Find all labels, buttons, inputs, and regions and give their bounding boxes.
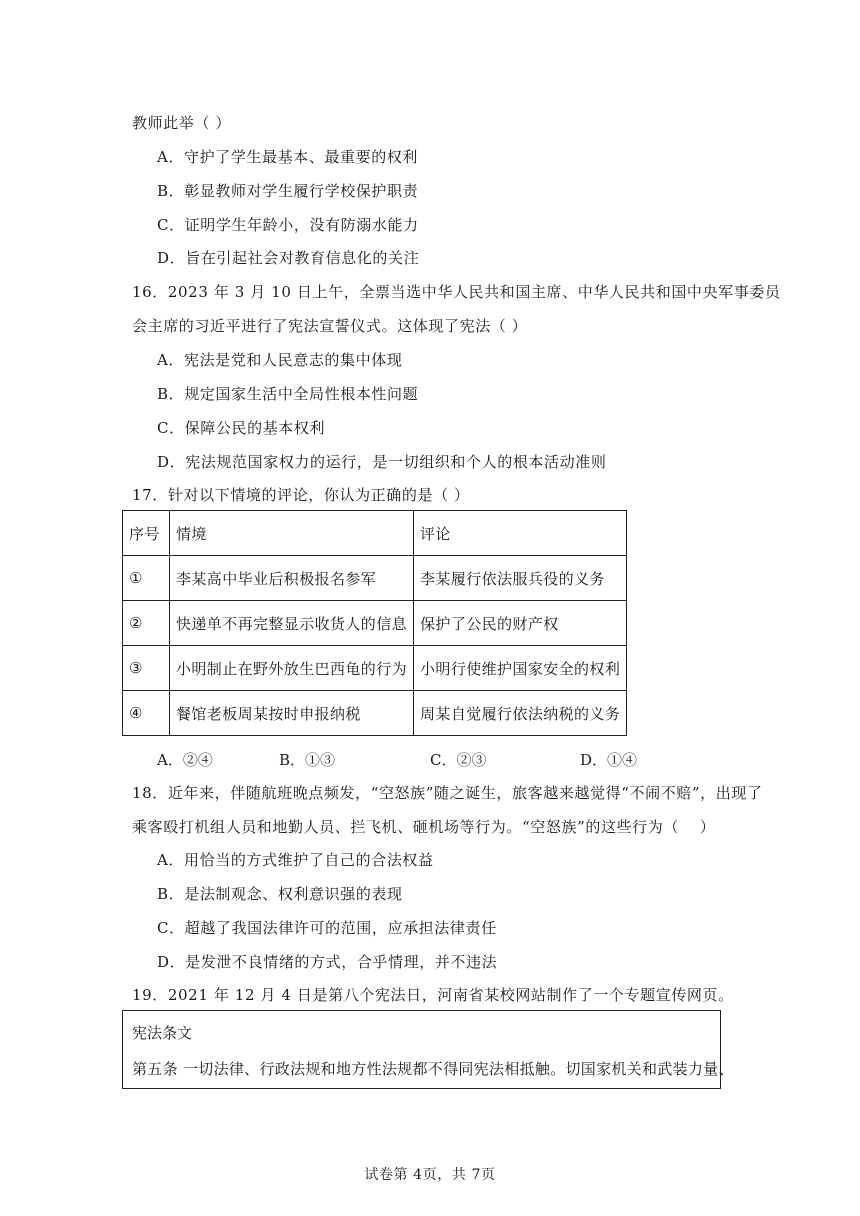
q17-stem: 17．针对以下情境的评论，你认为正确的是（ ）: [132, 486, 470, 504]
q15-stem-tail: 教师此举（ ）: [132, 114, 231, 132]
table-header-row: [123, 511, 627, 556]
q17-option-b: B．①③: [279, 751, 336, 769]
q18-option-b: B．是法制观念、权利意识强的表现: [157, 885, 403, 903]
header-index: 序号: [123, 511, 170, 556]
q16-option-a: A．宪法是党和人民意志的集中体现: [157, 351, 403, 369]
header-comment: 评论: [414, 511, 627, 556]
q17-option-c: C．②③: [430, 751, 487, 769]
q16-stem-line1: 16．2023 年 3 月 10 日上午，全票当选中华人民共和国主席、中华人民共和国中央军事委员: [132, 283, 781, 301]
q18-stem-line1: 18．近年来，伴随航班晚点频发，“空怒族”随之诞生，旅客越来越觉得“不闹不赔”，出现了: [132, 784, 763, 802]
q17-option-a: A．②④: [157, 751, 213, 769]
row-index: ③: [123, 646, 170, 691]
q15-option-d: D．旨在引起社会对教育信息化的关注: [157, 249, 420, 267]
row-comment: 保护了公民的财产权: [414, 601, 627, 646]
q15-option-c: C．证明学生年龄小，没有防溺水能力: [157, 216, 419, 234]
q18-option-c: C．超越了我国法律许可的范围，应承担法律责任: [157, 919, 497, 937]
row-index: ①: [123, 556, 170, 601]
constitution-excerpt-box: [122, 1010, 734, 1089]
q18-option-d: D．是发泄不良情绪的方式，合乎情理，并不违法: [157, 953, 498, 971]
row-comment: 周某自觉履行依法纳税的义务: [414, 691, 627, 736]
q19-stem: 19．2021 年 12 月 4 日是第八个宪法日，河南省某校网站制作了一个专题宣传网页。: [132, 986, 734, 1004]
header-scenario: 情境: [170, 511, 414, 556]
row-scenario: 快递单不再完整显示收货人的信息: [170, 601, 414, 646]
q16-stem-line2: 会主席的习近平进行了宪法宣誓仪式。这体现了宪法（ ）: [132, 317, 528, 335]
table-row: [123, 601, 627, 646]
table-row: [123, 646, 627, 691]
row-index: ②: [123, 601, 170, 646]
row-scenario: 餐馆老板周某按时申报纳税: [170, 691, 414, 736]
q17-options: [157, 749, 677, 769]
table-row: [123, 556, 627, 601]
page-footer: 试卷第 4页，共 7页: [364, 1167, 496, 1183]
q17-table: [122, 510, 627, 736]
row-index: ④: [123, 691, 170, 736]
q18-stem-line2: 乘客殴打机组人员和地勤人员、拦飞机、砸机场等行为。“空怒族”的这些行为（ ）: [132, 818, 716, 836]
row-scenario: 李某高中毕业后积极报名参军: [170, 556, 414, 601]
q16-option-c: C．保障公民的基本权利: [157, 419, 326, 437]
excerpt-title: 宪法条文: [132, 1024, 193, 1042]
q15-option-a: A．守护了学生最基本、最重要的权利: [157, 148, 419, 166]
q17-option-d: D．①④: [580, 751, 638, 769]
q15-option-b: B．彰显教师对学生履行学校保护职责: [157, 182, 419, 200]
q16-option-b: B．规定国家生活中全局性根本性问题: [157, 385, 419, 403]
excerpt-text: 第五条 一切法律、行政法规和地方性法规都不得同宪法相抵触。切国家机关和武装力量、: [132, 1060, 734, 1078]
q16-option-d: D．宪法规范国家权力的运行，是一切组织和个人的根本活动准则: [157, 453, 607, 471]
row-comment: 李某履行依法服兵役的义务: [414, 556, 627, 601]
table-row: [123, 691, 627, 736]
q18-option-a: A．用恰当的方式维护了自己的合法权益: [157, 851, 434, 869]
row-comment: 小明行使维护国家安全的权利: [414, 646, 627, 691]
row-scenario: 小明制止在野外放生巴西龟的行为: [170, 646, 414, 691]
